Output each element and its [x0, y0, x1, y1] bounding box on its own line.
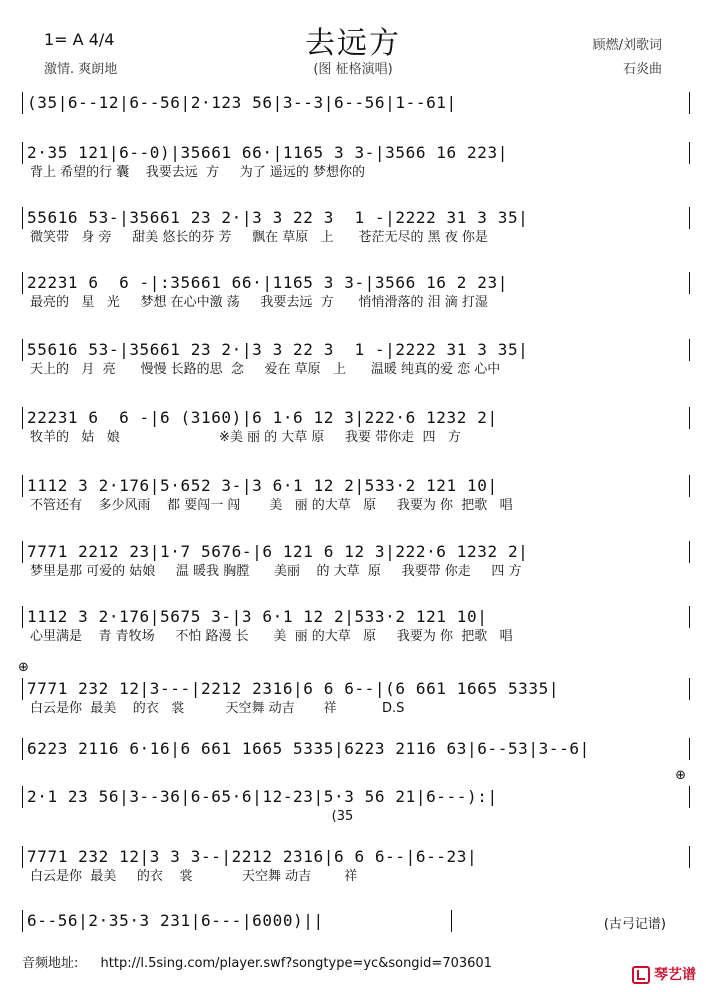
- logo-text: 琴艺谱: [654, 967, 696, 983]
- performer-subtitle: (图 柾格演唱): [313, 62, 393, 77]
- lyrics-row: 天上的 月 亮 慢慢 长路的思 念 爱在 草原 上 温暖 纯真的爱 恋 心中: [30, 362, 501, 377]
- notation-row: 6223 2116 6·16|6 661 1665 5335|6223 2116 63|6--53|3--6|: [22, 738, 690, 760]
- score-line-10: [22, 678, 690, 718]
- score-line-13: [22, 846, 690, 886]
- audio-source-url[interactable]: http://l.5sing.com/player.swf?songtype=yc&songid=703601: [100, 956, 492, 971]
- score-line-1: [22, 92, 690, 114]
- lyrics-row: 梦里是那 可爱的 姑娘 温 暖我 胸膛 美丽 的 大草 原 我要带 你走 四 方: [30, 564, 522, 579]
- tempo-mood: 激情. 爽朗地: [44, 62, 118, 77]
- notation-row: 7771 2212 23|1·7 5676-|6 121 6 12 3|222·6 1232 2|: [22, 541, 690, 563]
- score-line-14: [22, 910, 690, 932]
- coda-sign-right: ⊕: [675, 768, 686, 783]
- score-line-7: [22, 475, 690, 515]
- notation-row: 6--56|2·35·3 231|6---|6000)||: [22, 910, 452, 932]
- lyrics-row: 白云是你 最美 的衣 裳 天空舞 动吉 祥 D.S: [30, 701, 405, 716]
- score-line-3: [22, 207, 690, 247]
- coda-sign: ⊕: [18, 660, 29, 675]
- score-line-12: [22, 786, 690, 826]
- notation-row: 22231 6 6 -|:35661 66·|1165 3 3-|3566 16 2 23|: [22, 272, 690, 294]
- notation-row: 1112 3 2·176|5·652 3-|3 6·1 12 2|533·2 121 10|: [22, 475, 690, 497]
- lyrics-row: 牧羊的 姑 娘 ※美 丽 的 大草 原 我要 带你走 四 方: [30, 430, 461, 445]
- notation-row: 7771 232 12|3---|2212 2316|6 6 6--|(6 661 1665 5335|: [22, 678, 690, 700]
- site-logo[interactable]: [632, 964, 696, 984]
- lyrics-row: 白云是你 最美 的衣 裳 天空舞 动吉 祥: [30, 869, 358, 884]
- score-line-2: [22, 142, 690, 182]
- lyrics-row: (35: [30, 809, 354, 824]
- notation-row: (35|6--12|6--56|2·123 56|3--3|6--56|1--61|: [22, 92, 690, 114]
- lyrics-row: 心里满是 青 青牧场 不怕 路漫 长 美 丽 的大草 原 我要为 你 把歌 唱: [30, 629, 513, 644]
- score-line-11: [22, 738, 690, 760]
- score-line-5: [22, 339, 690, 379]
- score-line-9: [22, 606, 690, 646]
- notation-row: 7771 232 12|3 3 3--|2212 2316|6 6 6--|6--23|: [22, 846, 690, 868]
- lyricist-credit: 顾燃/刘歌词: [592, 38, 662, 53]
- lyrics-row: 背上 希望的行 囊 我要去远 方 为了 遥远的 梦想你的: [30, 165, 365, 180]
- composer-credit: 石炎曲: [622, 62, 662, 77]
- lyrics-row: 微笑带 身 旁 甜美 悠长的芬 芳 飘在 草原 上 苍茫无尽的 黑 夜 你是: [30, 230, 488, 245]
- score-line-6: [22, 407, 690, 447]
- notation-row: 55616 53-|35661 23 2·|3 3 22 3 1 -|2222 31 3 35|: [22, 207, 690, 229]
- audio-source: [22, 952, 706, 971]
- score-line-4: [22, 272, 690, 312]
- notation-row: 1112 3 2·176|5675 3-|3 6·1 12 2|533·2 121 10|: [22, 606, 690, 628]
- notation-credit: (古弓记谱): [603, 917, 666, 932]
- lyrics-row: 不管还有 多少风雨 都 要闯一 闯 美 丽 的大草 原 我要为 你 把歌 唱: [30, 498, 513, 513]
- lyrics-row: 最亮的 星 光 梦想 在心中激 荡 我要去远 方 悄悄滑落的 泪 滴 打湿: [30, 295, 488, 310]
- song-title: 去远方: [305, 26, 401, 61]
- notation-row: 55616 53-|35661 23 2·|3 3 22 3 1 -|2222 31 3 35|: [22, 339, 690, 361]
- notation-row: 2·35 121|6--0)|35661 66·|1165 3 3-|3566 16 223|: [22, 142, 690, 164]
- notation-row: 2·1 23 56|3--36|6-65·6|12-23|5·3 56 21|6---):|: [22, 786, 690, 808]
- logo-icon: [632, 966, 650, 984]
- audio-source-label: 音频地址:: [22, 956, 79, 971]
- notation-row: 22231 6 6 -|6 (3160)|6 1·6 12 3|222·6 1232 2|: [22, 407, 690, 429]
- key-signature: 1= A 4/4: [44, 30, 115, 49]
- score-line-8: [22, 541, 690, 581]
